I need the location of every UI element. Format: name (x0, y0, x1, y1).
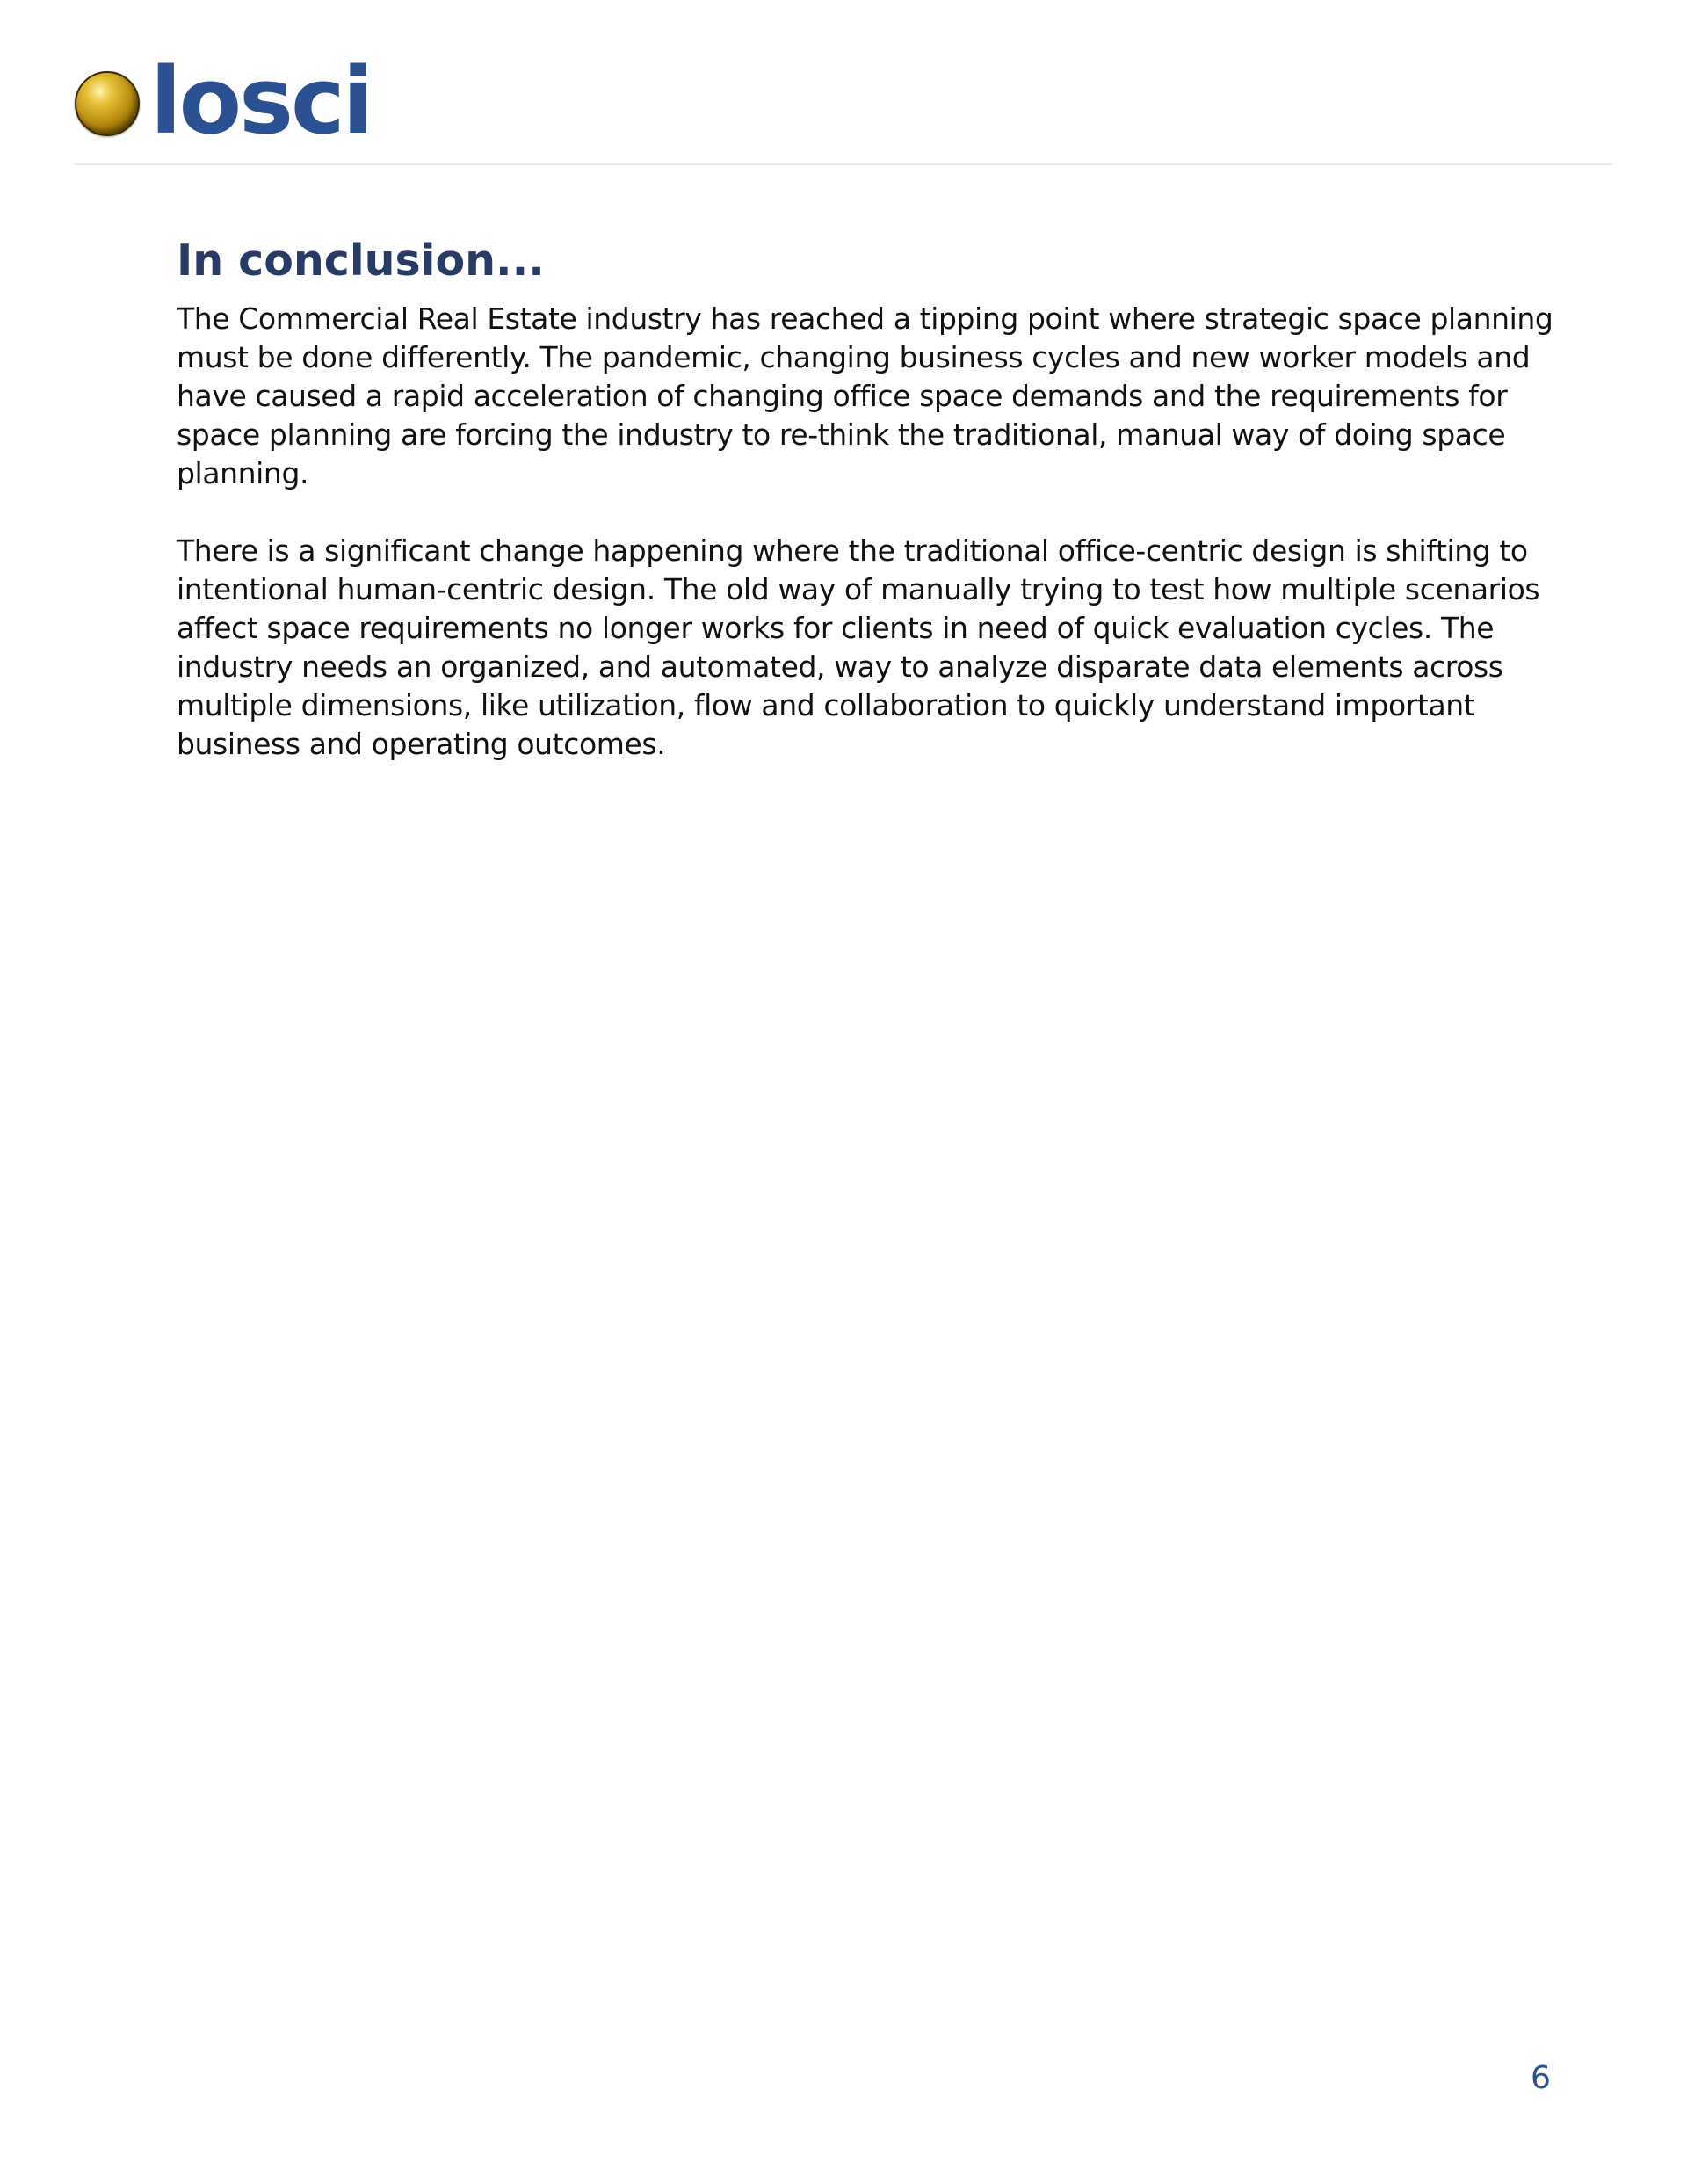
paragraph-line: planning. (177, 455, 309, 490)
logo-wordmark: losci (150, 47, 372, 155)
main-content (177, 236, 1553, 802)
paragraph-2 (177, 532, 1540, 764)
paragraph-1 (177, 300, 1553, 493)
paragraph-line: have caused a rapid acceleration of changing office space demands and the requirements for (177, 378, 1508, 413)
paragraph-line: intentional human-centric design. The old way of manually trying to test how multiple scenarios (177, 571, 1540, 606)
page-number: 6 (1531, 2060, 1551, 2096)
paragraph-line: must be done differently. The pandemic, changing business cycles and new worker models and (177, 339, 1531, 374)
section-title: In conclusion... (177, 236, 545, 286)
document-header (75, 47, 372, 155)
header-divider (75, 163, 1612, 165)
paragraph-line: There is a significant change happening where the traditional office-centric design is shifting to (177, 533, 1528, 568)
gold-sphere-icon (75, 71, 140, 136)
paragraph-line: space planning are forcing the industry to re-think the traditional, manual way of doing space (177, 417, 1506, 452)
paragraph-line: affect space requirements no longer works for clients in need of quick evaluation cycles. The (177, 610, 1495, 645)
paragraph-line: business and operating outcomes. (177, 726, 666, 761)
paragraph-line: The Commercial Real Estate industry has reached a tipping point where strategic space planning (177, 301, 1553, 336)
paragraph-line: industry needs an organized, and automated, way to analyze disparate data elements across (177, 649, 1503, 684)
paragraph-line: multiple dimensions, like utilization, flow and collaboration to quickly understand important (177, 687, 1475, 722)
